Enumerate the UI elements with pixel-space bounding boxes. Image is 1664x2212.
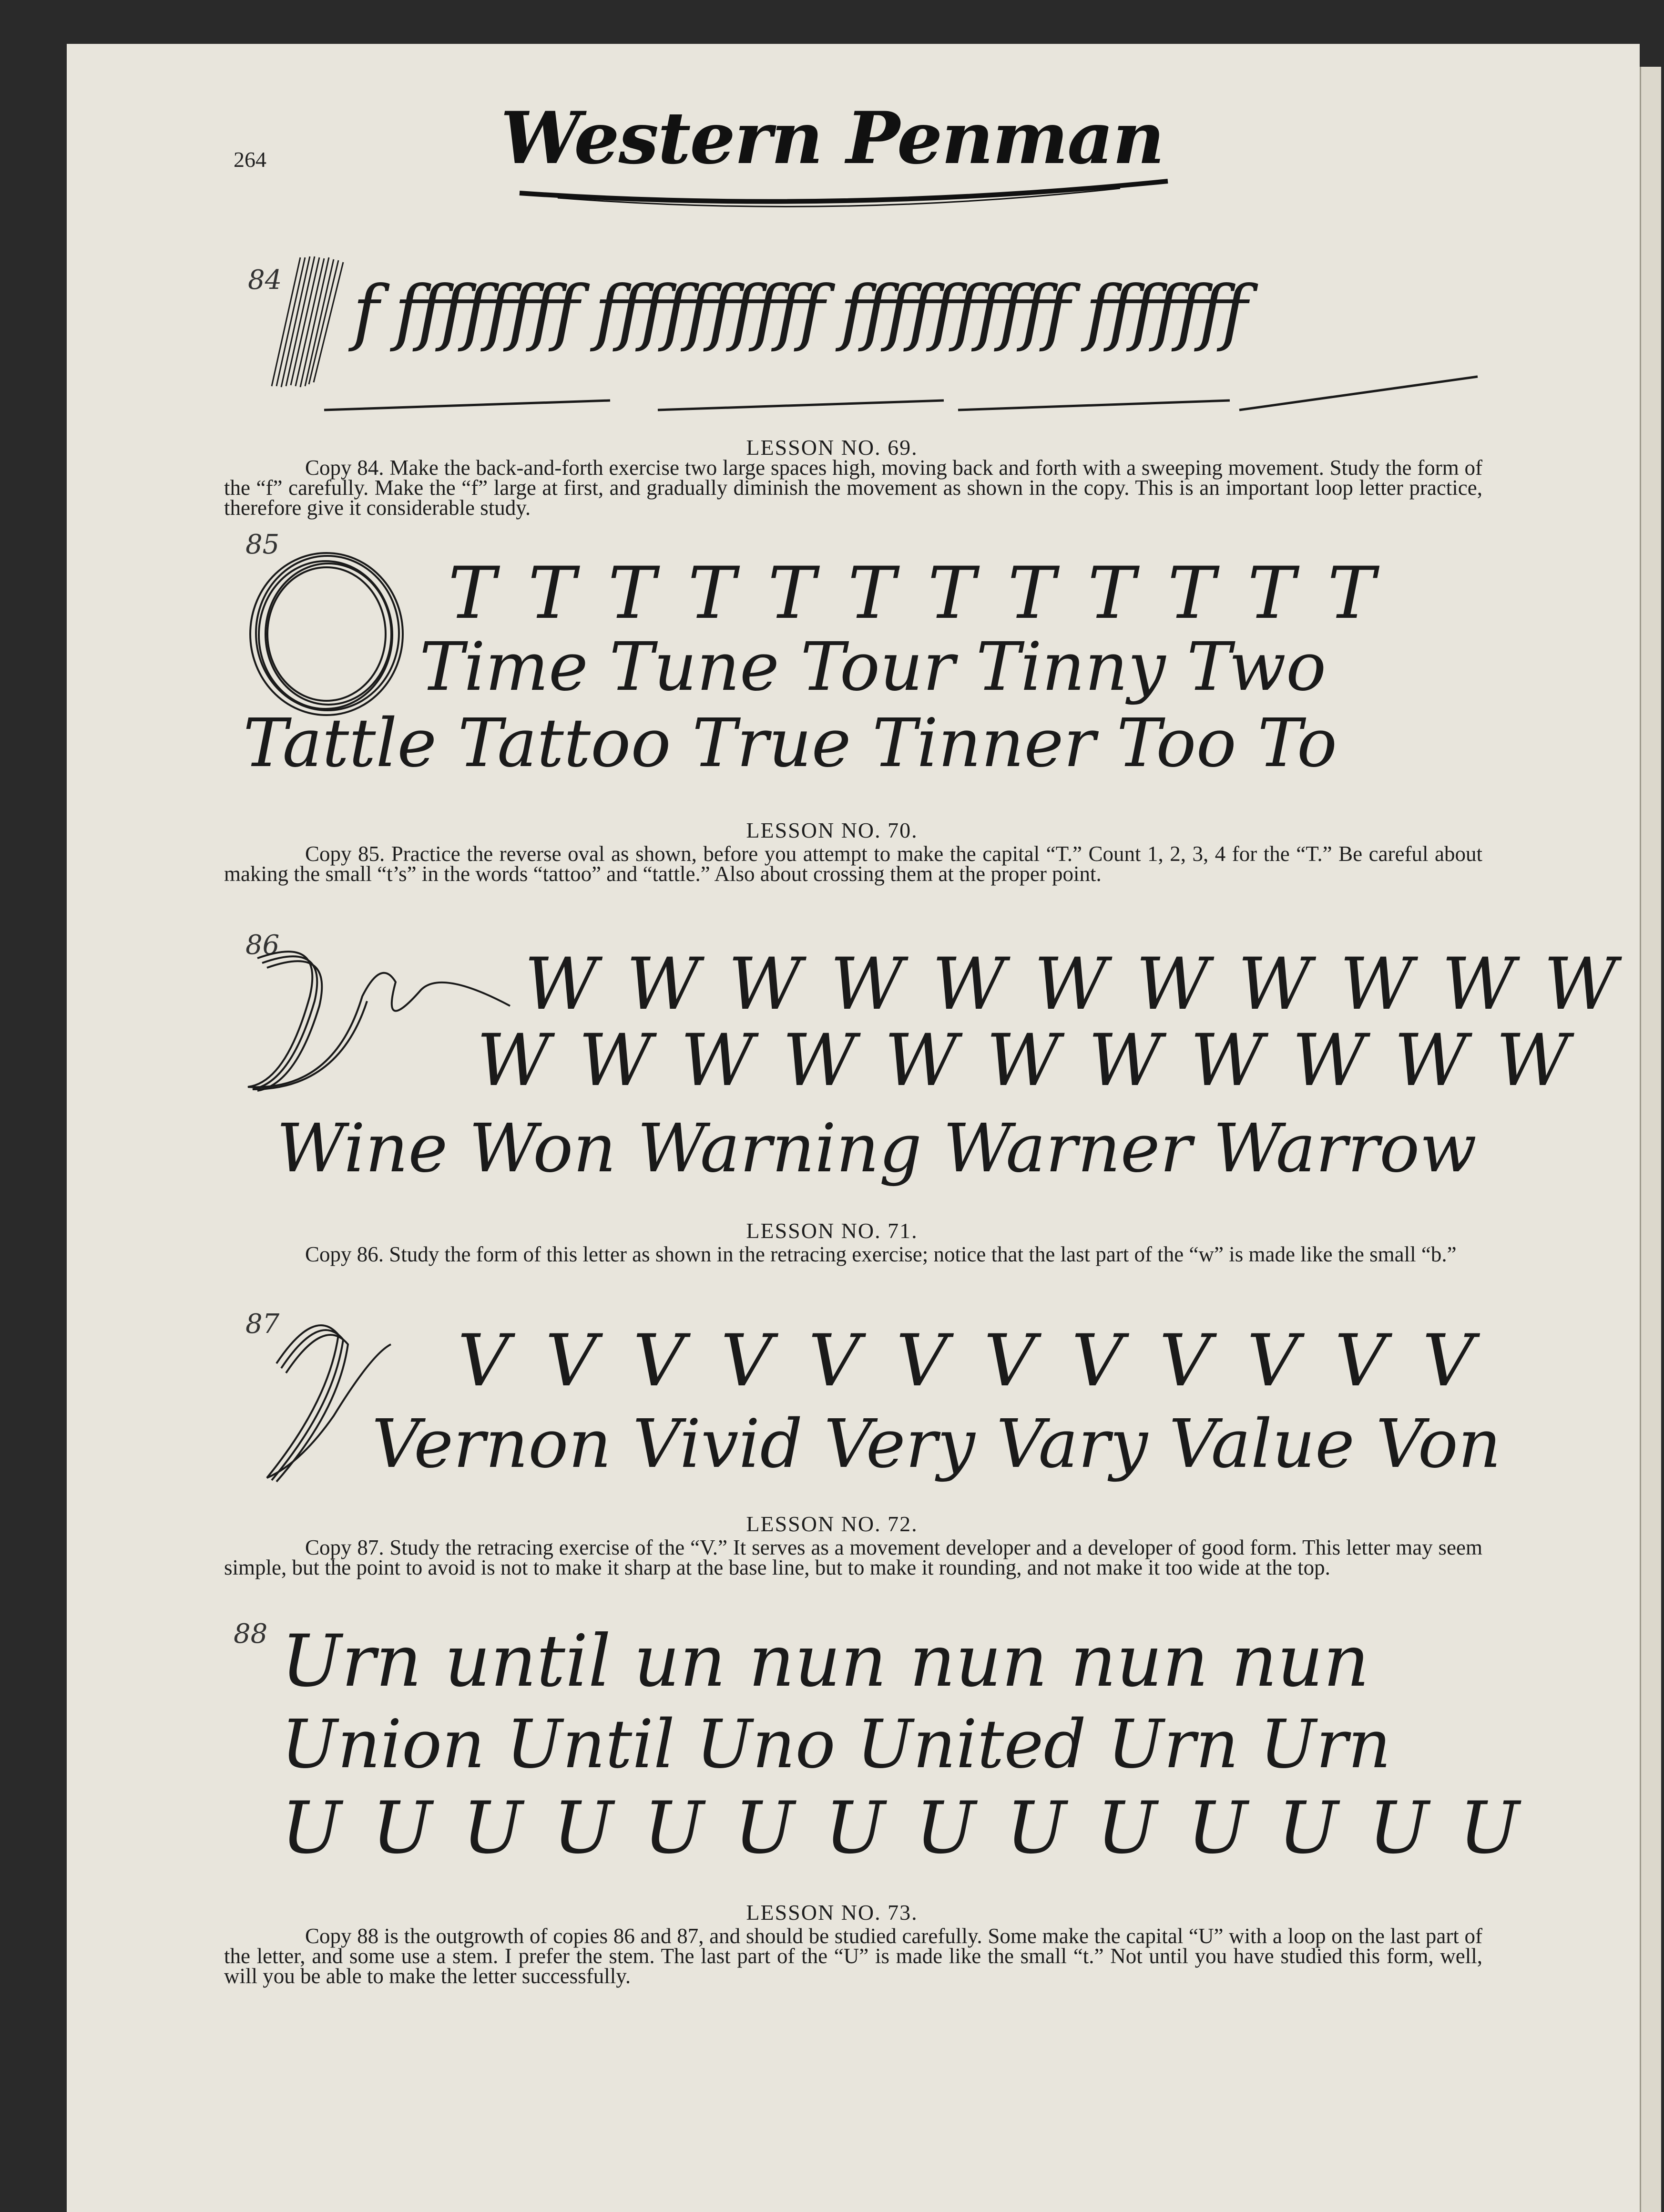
copy-88-row-3: U U U U U U U U U U U U U U xyxy=(281,1787,1523,1870)
lesson-70-heading: LESSON NO. 70. xyxy=(746,818,918,842)
lesson-71-heading: LESSON NO. 71. xyxy=(746,1219,918,1243)
copy-86-row-3: Wine Won Warning Warner Warrow xyxy=(276,1110,1477,1188)
lesson-71-text xyxy=(224,1244,1482,1264)
masthead-title: Western Penman xyxy=(500,96,1164,180)
copy-number-88: 88 xyxy=(234,1618,268,1649)
lesson-71-paragraph: Copy 86. Study the form of this letter as shown in the retracing exercise; notice that the last part of the “w” is made like the small “b.” xyxy=(305,1242,1457,1266)
page-edge xyxy=(1640,67,1661,2212)
lesson-69-heading: LESSON NO. 69. xyxy=(746,435,918,460)
copy-86-row-1: W W W W W W W W W W W xyxy=(524,943,1620,1026)
ruling-strokes xyxy=(324,367,1487,415)
lesson-70-text xyxy=(224,844,1482,884)
copy-88-row-2: Union Until Uno United Urn Urn xyxy=(281,1706,1391,1783)
masthead-flourish xyxy=(500,96,1196,226)
copy-86-row-2: W W W W W W W W W W W xyxy=(477,1019,1572,1102)
lesson-70-paragraph: Copy 85. Practice the reverse oval as shown, before you attempt to make the capital “T.” Count 1, 2, 3, 4 for the “T.” Be careful about making the small “t’s” in the words “tattoo” and “tattle.” Also about crossing them at the proper point. xyxy=(224,842,1482,886)
lesson-69-paragraph: Copy 84. Make the back-and-forth exercise two large spaces high, moving back and forth with a sweeping movement. Study the form of the “f” carefully. Make the “f” large at first, and gradually diminish the movement as shown in the copy. This is an important loop letter practice, therefore give it considerable study. xyxy=(224,456,1482,520)
copy-87-row-1: V V V V V V V V V V V V xyxy=(458,1320,1481,1403)
lesson-72-paragraph: Copy 87. Study the retracing exercise of the “V.” It serves as a movement developer and a developer of good form. This letter may seem simple, but the point to avoid is not to make it sharp at the base line, but to make it rounding, and not make it too wide at the top. xyxy=(224,1536,1482,1579)
copy-85-row-3: Tattle Tattoo True Tinner Too To xyxy=(243,705,1337,782)
copy-87-row-2: Vernon Vivid Very Vary Value Von xyxy=(372,1405,1501,1483)
masthead xyxy=(500,96,1196,226)
lesson-73-text xyxy=(224,1926,1482,1986)
copy-number-86: 86 xyxy=(245,930,280,961)
lesson-72-heading: LESSON NO. 72. xyxy=(746,1512,918,1536)
lesson-73-heading: LESSON NO. 73. xyxy=(746,1900,918,1925)
copy-84-row-1: f ffffffff ffffffffff ffffffffff fffffff xyxy=(353,271,1244,354)
lesson-73-paragraph: Copy 88 is the outgrowth of copies 86 and 87, and should be studied carefully. Some make the capital “U” with a loop on the last part of the letter, and some use a stem. I prefer the stem. The last part of the “U” is made like the small “t.” Not until you have studied this form, well, will you be able to make the letter successfully. xyxy=(224,1924,1482,1988)
lesson-72-text xyxy=(224,1537,1482,1577)
copy-number-85: 85 xyxy=(245,529,280,560)
w-retracing-exercise xyxy=(238,939,515,1101)
copy-88-row-1: Urn until un nun nun nun nun xyxy=(281,1620,1369,1703)
copy-85-row-2: Time Tune Tour Tinny Two xyxy=(419,628,1327,706)
copy-number-84: 84 xyxy=(248,265,282,296)
lesson-69-text xyxy=(224,458,1482,518)
reverse-oval-exercise xyxy=(241,543,412,725)
page-number: 264 xyxy=(234,147,266,172)
copy-number-87: 87 xyxy=(245,1309,280,1340)
copy-85-row-1: T T T T T T T T T T T T xyxy=(448,552,1380,635)
